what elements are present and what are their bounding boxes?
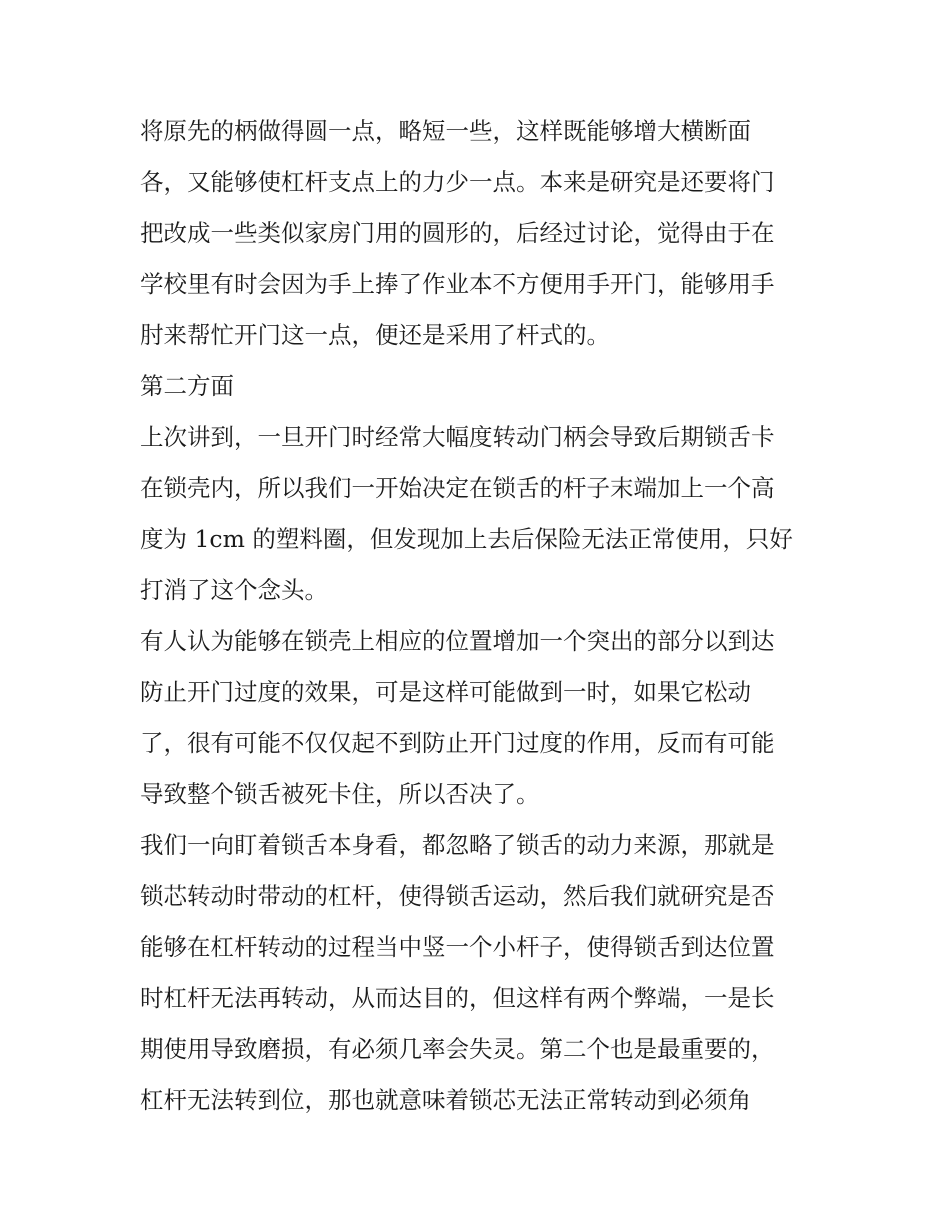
text-line-8: 在锁壳内，所以我们一开始决定在锁舌的杆子末端加上一个高	[140, 474, 775, 502]
text-line-11: 有人认为能够在锁壳上相应的位置增加一个突出的部分以到达	[140, 627, 775, 655]
text-line-7: 上次讲到，一旦开门时经常大幅度转动门柄会导致后期锁舌卡	[140, 423, 775, 451]
text-line-4: 学校里有时会因为手上捧了作业本不方便用手开门，能够用手	[140, 270, 775, 298]
text-line-2: 各，又能够使杠杆支点上的力少一点。本来是研究是还要将门	[140, 168, 775, 196]
text-line-3: 把改成一些类似家房门用的圆形的，后经过讨论，觉得由于在	[140, 219, 775, 247]
text-line-19: 期使用导致磨损，有必须几率会失灵。第二个也是最重要的，	[140, 1035, 775, 1063]
text-line-15: 我们一向盯着锁舌本身看，都忽略了锁舌的动力来源，那就是	[140, 831, 775, 859]
text-line-16: 锁芯转动时带动的杠杆，使得锁舌运动，然后我们就研究是否	[140, 882, 775, 910]
text-line-1: 将原先的柄做得圆一点，略短一些，这样既能够增大横断面	[140, 117, 751, 145]
text-line-9: 度为 1cm 的塑料圈，但发现加上去后保险无法正常使用，只好	[140, 525, 793, 553]
text-line-13: 了，很有可能不仅仅起不到防止开门过度的作用，反而有可能	[140, 729, 775, 757]
text-line-5: 肘来帮忙开门这一点，便还是采用了杆式的。	[140, 321, 610, 349]
text-line-12: 防止开门过度的效果，可是这样可能做到一时，如果它松动	[140, 678, 751, 706]
document-body	[140, 106, 812, 1126]
section-heading: 第二方面	[140, 372, 234, 400]
text-line-20: 杠杆无法转到位，那也就意味着锁芯无法正常转动到必须角	[140, 1086, 751, 1114]
text-line-10: 打消了这个念头。	[140, 576, 328, 604]
text-line-17: 能够在杠杆转动的过程当中竖一个小杆子，使得锁舌到达位置	[140, 933, 775, 961]
text-line-18: 时杠杆无法再转动，从而达目的，但这样有两个弊端，一是长	[140, 984, 775, 1012]
text-line-14: 导致整个锁舌被死卡住，所以否决了。	[140, 780, 540, 808]
